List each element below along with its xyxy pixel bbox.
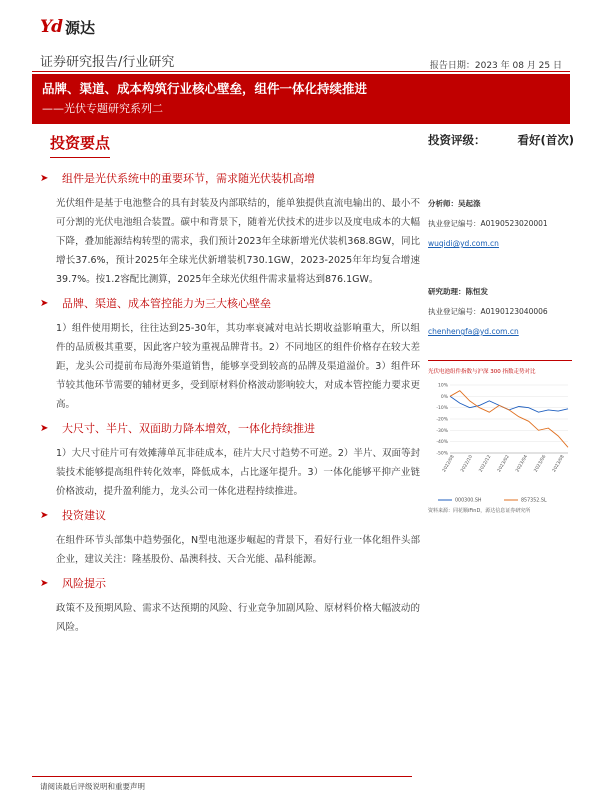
section-body: 1）大尺寸硅片可有效摊薄单瓦非硅成本，硅片大尺寸趋势不可逆。2）半片、双面等封装技术能够提高组件转化效率，降低成本，占比逐年提升。3）一体化能够平抑产业链价格波动，提升盈利能力，龙头公司一体化进程持续推进。 [56, 448, 420, 497]
y-tick-label: -10% [436, 406, 448, 412]
x-tick-label: 2022/08 [442, 454, 456, 474]
report-type: 证券研究报告/行业研究 [40, 55, 175, 70]
section-title: 投资建议 [62, 509, 106, 522]
arrow-bullet-icon: ➤ [40, 172, 49, 184]
index-chart [428, 360, 572, 515]
arrow-bullet-icon: ➤ [40, 577, 49, 589]
sidebar [428, 132, 574, 342]
title-banner [32, 74, 570, 124]
analyst-name: 分析师：吴起涤 [428, 199, 481, 208]
x-tick-label: 2022/12 [478, 454, 493, 474]
analyst-info [428, 194, 574, 254]
assistant-name: 研究助理：陈恒发 [428, 287, 488, 296]
logo-text: 源达 [65, 18, 96, 37]
arrow-bullet-icon: ➤ [40, 509, 49, 521]
chart-source: 资料来源：同花顺iFinD，源达信息证券研究所 [428, 508, 531, 514]
section-title: 大尺寸、半片、双面助力降本增效，一体化持续推进 [62, 422, 315, 435]
arrow-bullet-icon: ➤ [40, 422, 49, 434]
y-tick-label: -50% [436, 451, 448, 457]
y-tick-label: -20% [436, 417, 448, 423]
section-body: 政策不及预期风险、需求不达预期的风险、行业竞争加剧风险、原材料价格大幅波动的风险。 [56, 603, 420, 633]
report-header-bar [32, 50, 570, 72]
section-title: 风险提示 [62, 577, 106, 590]
section-title: 品牌、渠道、成本管控能力为三大核心壁垒 [62, 297, 271, 310]
section-title: 组件是光伏系统中的重要环节，需求随光伏装机高增 [62, 172, 315, 185]
section-body: 在组件环节头部集中趋势强化，N型电池逐步崛起的背景下，看好行业一体化组件头部企业，建议关注：隆基股份、晶澳科技、天合光能、晶科能源。 [56, 535, 420, 565]
x-tick-label: 2023/04 [515, 454, 530, 474]
y-tick-label: 0% [440, 394, 448, 400]
rating-label: 投资评级： [428, 133, 486, 147]
brand-logo [40, 16, 95, 38]
footer-divider [32, 776, 412, 777]
assistant-info [428, 282, 574, 342]
key-point-section [40, 507, 420, 569]
y-tick-label: -40% [436, 440, 448, 446]
section-body: 光伏组件是基于电池整合的具有封装及内部联结的，能单独提供直流电输出的、最小不可分割的光伏电池组合装置。碳中和背景下，随着光伏技术的进步以及度电成本的大幅下降，叠加能源结构转型的需求，我们预计2023年全球新增光伏装机368.8GW，同比增长37.6%，预计2025年全球光伏新增装机730.1GW，2023-2025年年均复合增速39.7%。按1.2容配比测算，2025年全球光伏组件需求量将达到876.1GW。 [56, 198, 420, 285]
analyst-registration: 执业登记编号：A0190523020001 [428, 219, 548, 228]
key-point-section [40, 295, 420, 414]
legend-label: 857352.SL [521, 498, 547, 504]
report-date: 报告日期：2023 年 08 月 25 日 [429, 61, 562, 71]
legend-label: 000300.SH [455, 498, 482, 504]
section-body: 1）组件使用期长，往往达到25-30年，其功率衰减对电站长期收益影响重大，所以组件的品质极其重要，因此客户较为重视品牌背书。2）不同地区的组件价格存在较大差距，龙头公司提前布局海外渠道销售，能够享受到较高的品牌及渠道溢价。3）组件环节较其他环节需要的辅材更多，受到原材料价格波动影响较大，对成本管控能力要求更高。 [56, 323, 420, 410]
y-tick-label: -30% [436, 428, 448, 434]
investment-rating [428, 132, 574, 152]
key-point-section [40, 170, 420, 289]
analyst-email-link[interactable]: wuqidi@yd.com.cn [428, 239, 499, 248]
chart-title: 光伏电池组件指数与沪深 300 指数走势对比 [428, 369, 536, 375]
main-column [40, 132, 420, 643]
x-tick-label: 2023/08 [552, 454, 566, 474]
report-series: ——光伏专题研究系列二 [42, 102, 163, 115]
x-tick-label: 2023/06 [533, 454, 548, 474]
report-title: 品牌、渠道、成本构筑行业核心壁垒，组件一体化持续推进 [42, 81, 368, 96]
assistant-email-link[interactable]: chenhengfa@yd.com.cn [428, 327, 519, 336]
footer-note: 请阅读最后评级说明和重要声明 [40, 782, 145, 791]
section-heading: 投资要点 [50, 132, 110, 158]
y-tick-label: 10% [437, 383, 448, 389]
key-point-section [40, 420, 420, 501]
arrow-bullet-icon: ➤ [40, 297, 49, 309]
rating-value: 看好(首次) [517, 133, 574, 147]
key-point-section [40, 575, 420, 637]
logo-mark: Yd [40, 17, 63, 37]
x-tick-label: 2023/02 [497, 454, 511, 474]
assistant-registration: 执业登记编号：A0190123040006 [428, 307, 548, 316]
x-tick-label: 2022/10 [460, 454, 475, 474]
chart-plot [428, 377, 572, 505]
